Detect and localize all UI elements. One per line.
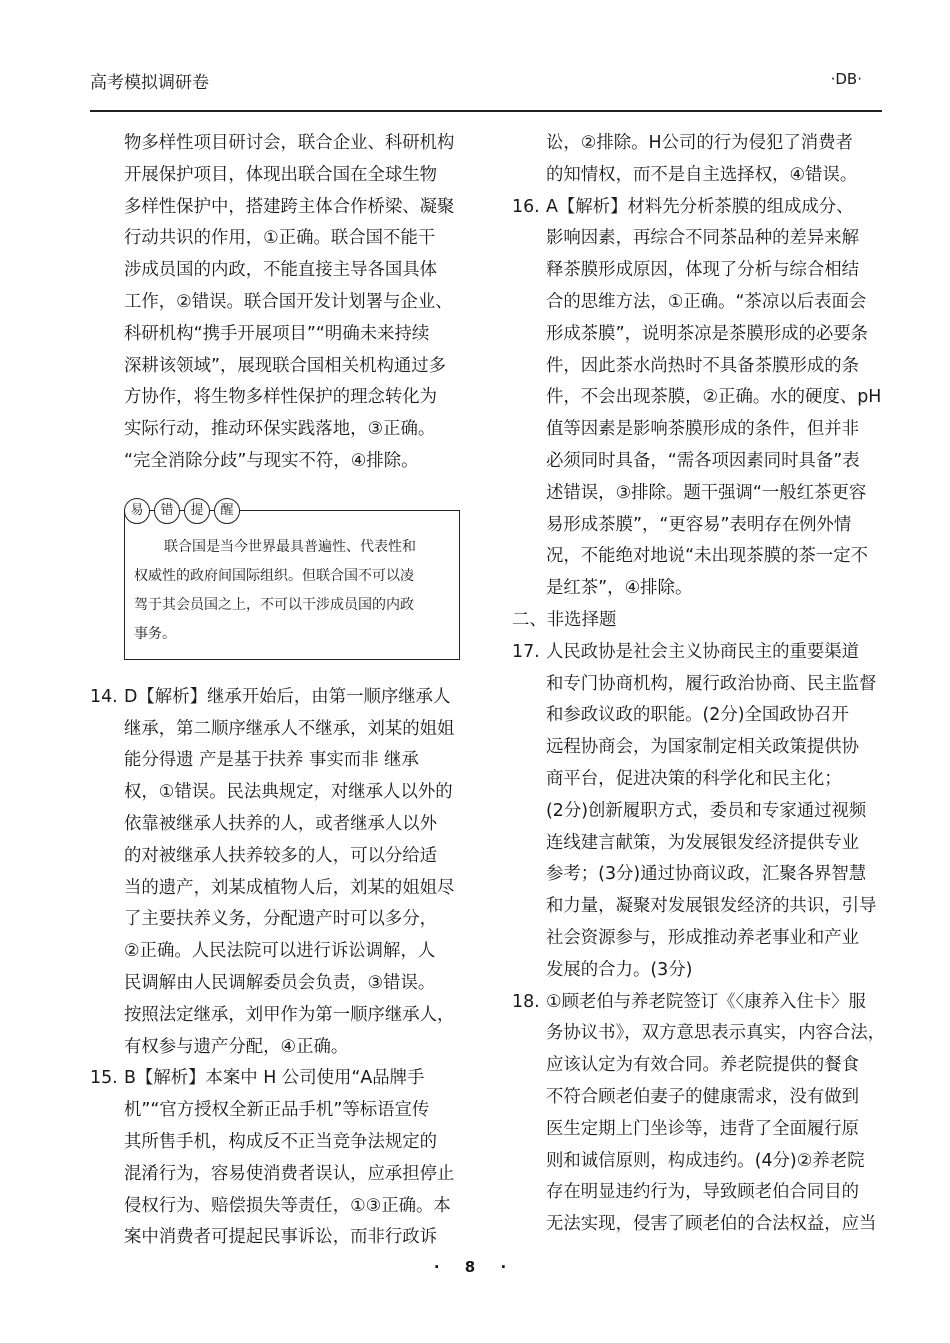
answer-15-line: 侵权行为、赔偿损失等责任，①③正确。本 (124, 1195, 451, 1216)
answer-15-first-line (90, 1063, 475, 1095)
answer-18-first-text: ①顾老伯与养老院签订《〈康养入住卡〉服 (546, 991, 866, 1012)
answer-16-line: 合的思维方法，①正确。“茶凉以后表面会 (546, 291, 867, 312)
answer-15-line: 其所售手机，构成反不正当竞争法规定的 (124, 1131, 438, 1152)
answer-17-line: 发展的合力。(3分) (546, 959, 693, 980)
answer-15-line: 混淆行为，容易使消费者误认，应承担停止 (124, 1163, 455, 1184)
answer-15-line: 案中消费者可提起民事诉讼，而非行政诉 (124, 1227, 438, 1248)
answer-16-line: 必须同时具备，“需各项因素同时具备”表 (546, 450, 860, 471)
answer-16-line: 影响因素，再综合不同茶品种的差异来解 (546, 228, 860, 249)
answer-14-line: 有权参与遗产分配，④正确。 (124, 1036, 349, 1057)
header-divider (90, 110, 882, 112)
answer-13-line: 方协作，将生物多样性保护的理念转化为 (124, 387, 438, 408)
answer-14-first-text: D【解析】继承开始后，由第一顺序继承人 (124, 686, 451, 707)
answer-17-line: 社会资源参与，形成推动养老事业和产业 (546, 927, 860, 948)
answer-17-first-text: 人民政协是社会主义协商民主的重要渠道 (546, 641, 860, 662)
answer-14-line: 权，①错误。民法典规定，对继承人以外的 (124, 782, 453, 803)
answer-18-line: 则和诚信原则，构成违约。(4分)②养老院 (546, 1150, 865, 1171)
answer-14-number: 14. (90, 686, 118, 707)
answer-17-line: 参考；(3分)通过协商议政，汇聚各界智慧 (546, 864, 867, 885)
answer-14-line: 当的遗产，刘某成植物人后，刘某的姐姐尽 (124, 877, 455, 898)
answer-14-line: 了主要扶养义务，分配遗产时可以多分， (124, 909, 438, 930)
tip-badge-char: 醒 (214, 498, 240, 524)
answer-17-line: 连线建言献策，为发展银发经济提供专业 (546, 832, 860, 853)
tip-badge-char: 错 (154, 498, 180, 524)
answer-16-line: 件，因此茶水尚热时不具备茶膜形成的条 (546, 355, 860, 376)
answer-16-line: 形成茶膜”，说明茶凉是茶膜形成的必要条 (546, 323, 869, 344)
exam-title: 高考模拟调研卷 (90, 73, 209, 93)
answer-17-first-line (512, 637, 897, 669)
answer-14-line: 民调解由人民调解委员会负责，③错误。 (124, 972, 436, 993)
page-number: · 8 · (433, 1258, 517, 1276)
answer-14-line: 能分得遗 产是基于扶养 事实而非 继承 (124, 750, 419, 771)
answer-16-line: 是红茶”，④排除。 (546, 578, 693, 599)
tip-line: 权威性的政府间国际组织。但联合国不可以凌 (134, 568, 414, 584)
answer-18-line: 无法实现，侵害了顾老伯的合法权益，应当 (546, 1214, 877, 1235)
error-tip-badges (124, 498, 240, 524)
answer-16-line: 件，不会出现茶膜，②正确。水的硬度、pH (546, 387, 882, 408)
answer-17-line: (2分)创新履职方式，委员和专家通过视频 (546, 800, 867, 821)
answer-13-line: 深耕该领域”，展现联合国相关机构通过多 (124, 355, 447, 376)
answer-13-line: 行动共识的作用，①正确。联合国不能干 (124, 228, 436, 249)
error-tip-text (134, 533, 456, 649)
answer-13-line: 工作，②错误。联合国开发计划署与企业、 (124, 291, 453, 312)
answer-18-first-line (512, 987, 897, 1019)
answer-18-line: 不符合顾老伯妻子的健康需求，没有做到 (546, 1086, 860, 1107)
answer-16-line: 述错误，③排除。题干强调“一般红茶更容 (546, 482, 867, 503)
tip-line: 驾于其会员国之上，不可以干涉成员国的内政 (134, 597, 414, 613)
tip-badge-char: 易 (124, 498, 150, 524)
answer-13-line: “完全消除分歧”与现实不符，④排除。 (124, 450, 419, 471)
answer-17-line: 和力量，凝聚对发展银发经济的共识，引导 (546, 896, 877, 917)
answer-14-first-line (90, 682, 475, 714)
answer-13-line: 涉成员国的内政，不能直接主导各国具体 (124, 260, 438, 281)
answer-16-line: 易形成茶膜”，“更容易”表明存在例外情 (546, 514, 852, 535)
answer-14-line: 的对被继承人扶养较多的人，可以分给适 (124, 845, 438, 866)
tip-badge-char: 提 (184, 498, 210, 524)
answer-17-line: 商平台，促进决策的科学化和民主化； (546, 768, 842, 789)
answer-16-line: 况，不能绝对地说“未出现茶膜的茶一定不 (546, 546, 869, 567)
answer-15-cont-line: 讼，②排除。H公司的行为侵犯了消费者 (546, 133, 853, 153)
answer-17-line: 和参政议政的职能。(2分)全国政协召开 (546, 705, 849, 726)
answer-18-number: 18. (512, 991, 540, 1012)
answer-13-line: 开展保护项目，体现出联合国在全球生物 (124, 164, 438, 185)
answer-16-line: 值等因素是影响茶膜形成的条件，但并非 (546, 419, 860, 440)
answer-18-line: 医生定期上门坐诊等，违背了全面履行原 (546, 1118, 860, 1139)
answer-15-first-text: B【解析】本案中 H 公司使用“A品牌手 (124, 1068, 425, 1089)
tip-line: 事务。 (134, 626, 176, 642)
answer-13-line: 实际行动，推动环保实践落地，③正确。 (124, 419, 436, 440)
answer-17-line: 远程协商会，为国家制定相关政策提供协 (546, 737, 860, 758)
answer-18-line: 应该认定为有效合同。养老院提供的餐食 (546, 1055, 860, 1076)
answer-14-line: 按照法定继承，刘甲作为第一顺序继承人， (124, 1004, 455, 1025)
answer-16-number: 16. (512, 196, 540, 217)
answer-18-line: 务协议书》，双方意思表示真实，内容合法， (546, 1023, 886, 1044)
paper-code: ·DB· (830, 70, 862, 88)
answer-17-line: 和专门协商机构，履行政治协商、民主监督 (546, 673, 877, 694)
answer-15-line: 机”“官方授权全新正品手机”等标语宣传 (124, 1100, 430, 1121)
answer-16-line: 释茶膜形成原因，体现了分析与综合相结 (546, 260, 860, 281)
answer-14-line: ②正确。人民法院可以进行诉讼调解，人 (124, 941, 436, 962)
answer-13-line: 物多样性项目研讨会，联合企业、科研机构 (124, 133, 455, 153)
answer-17-number: 17. (512, 641, 540, 662)
section-heading: 二、非选择题 (512, 609, 617, 630)
left-column (90, 128, 475, 1254)
right-column (512, 128, 897, 1241)
answer-13-line: 多样性保护中，搭建跨主体合作桥梁、凝聚 (124, 196, 455, 217)
answer-13-line: 科研机构“携手开展项目”“明确未来持续 (124, 323, 430, 344)
answer-16-first-line (512, 192, 897, 224)
answer-15-number: 15. (90, 1068, 118, 1089)
answer-16-first-text: A【解析】材料先分析茶膜的组成成分、 (546, 196, 854, 217)
answer-14-line: 继承，第二顺序继承人不继承，刘某的姐姐 (124, 718, 455, 739)
answer-14-line: 依靠被继承人扶养的人，或者继承人以外 (124, 813, 438, 834)
answer-18-line: 存在明显违约行为，导致顾老伯合同目的 (546, 1182, 860, 1203)
answer-15-cont-line: 的知情权，而不是自主选择权，④错误。 (546, 164, 858, 185)
tip-line: 联合国是当今世界最具普遍性、代表性和 (164, 539, 416, 555)
